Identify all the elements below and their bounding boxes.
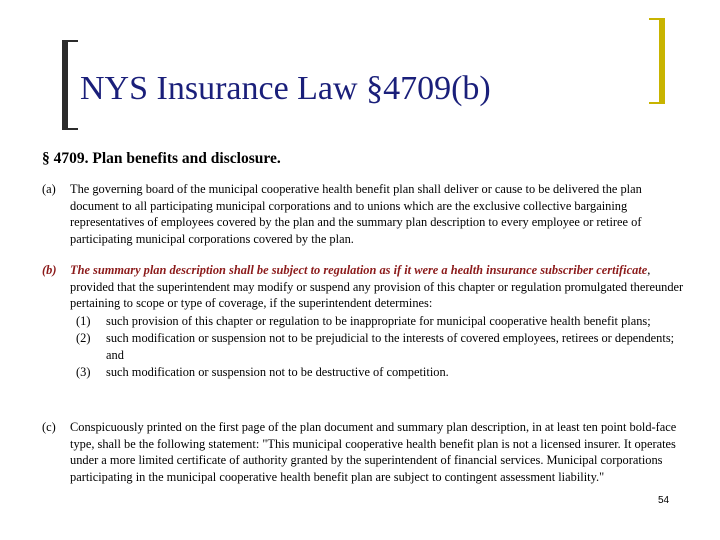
paragraph-c: [42, 419, 692, 485]
slide-number: 54: [658, 495, 670, 506]
slide-title: NYS Insurance Law §4709(b): [80, 70, 491, 107]
section-heading: § 4709. Plan benefits and disclosure.: [42, 150, 281, 167]
subitem-text: such modification or suspension not to be prejudicial to the interests of covered employees, retirees or dependents; and: [106, 331, 675, 362]
paragraph-b-marker: (b): [42, 263, 57, 277]
paragraph-b: [42, 262, 692, 381]
right-bracket-decoration: [649, 18, 665, 104]
paragraph-a: [42, 181, 692, 247]
list-item: [42, 364, 692, 381]
paragraph-a-marker: (a): [42, 182, 56, 196]
subitem-marker: (2): [76, 331, 91, 345]
paragraph-b-text: , provided that the superintendent may modify or suspend any provision of this chapter or regulation promulgated thereunder pertaining to scope or type of coverage, if the superintendent determines:: [70, 263, 684, 310]
subitem-marker: (3): [76, 365, 91, 379]
left-bracket-decoration: [62, 40, 78, 130]
paragraph-b-body: [70, 262, 692, 312]
paragraph-c-marker: (c): [42, 420, 56, 434]
subitem-marker: (1): [76, 313, 91, 328]
subitem-text: such provision of this chapter or regulation to be inappropriate for municipal cooperative health benefit plans;: [106, 313, 651, 328]
paragraph-b-emphasis: The summary plan description shall be subject to regulation as if it were a health insurance subscriber certificate: [70, 263, 648, 277]
paragraph-a-text: The governing board of the municipal cooperative health benefit plan shall deliver or cause to be delivered the plan document to all participating municipal corporations and to unions which are the exclusive collective bargaining representatives of employees covered by the plan and the summary plan description to every employee or retiree of participating municipal corporations covered by the plan.: [70, 182, 642, 246]
paragraph-b-subitems: [42, 313, 692, 381]
paragraph-c-text: Conspicuously printed on the first page of the plan document and summary plan description, in at least ten point bold-face type, shall be the following statement: "This municipal cooperative health benefit plan is not a licensed insurer. It operates under a more limited certificate of authority granted by the superintendent of financial services. Municipal corporations participating in the municipal cooperative health benefit plan are subject to contingent assessment liability.": [70, 420, 677, 484]
list-item: [42, 313, 692, 330]
subitem-text: such modification or suspension not to be destructive of competition.: [106, 365, 449, 379]
list-item: [42, 330, 692, 363]
